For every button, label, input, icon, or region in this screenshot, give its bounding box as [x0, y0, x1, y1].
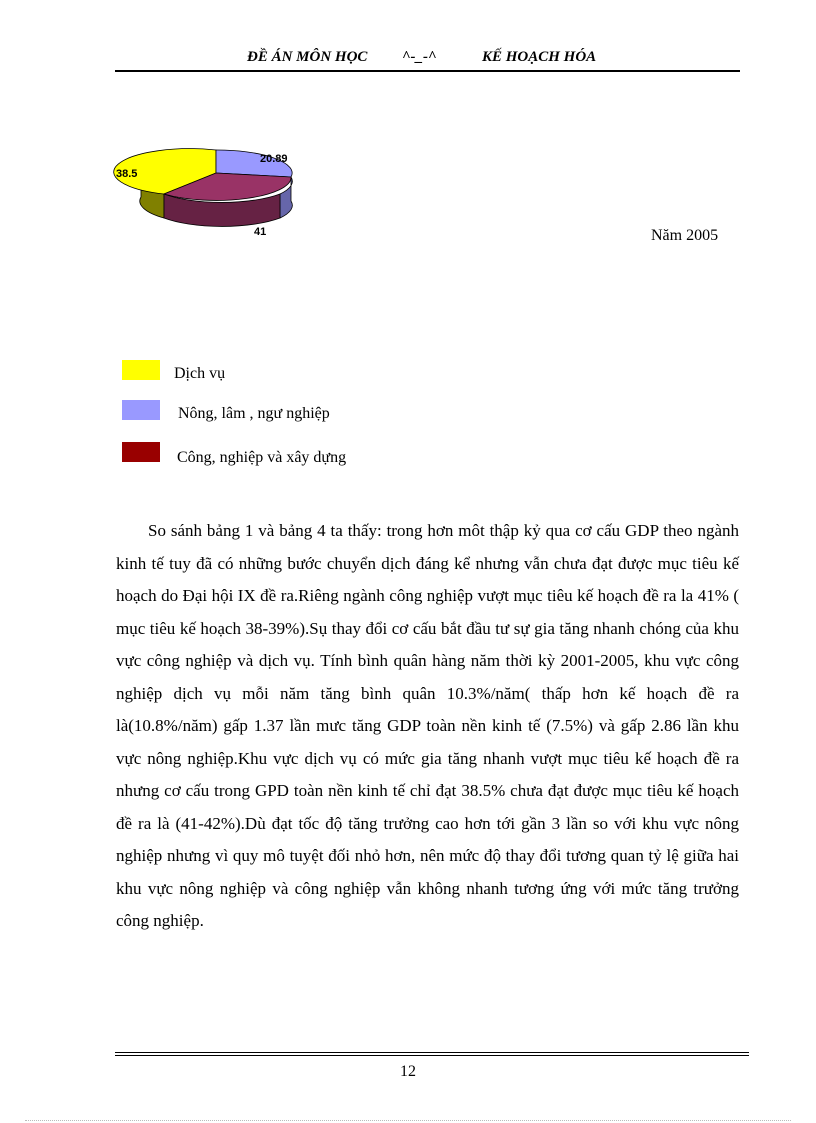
legend-label: Công, nghiệp và xây dựng — [177, 449, 347, 466]
page-header — [115, 46, 740, 72]
pie-data-label-dich-vu: 38.5 — [116, 168, 138, 180]
legend-swatch-darkred — [122, 442, 160, 462]
pie-chart — [108, 148, 308, 243]
legend-swatch-blue — [122, 400, 160, 420]
header-left-title: ĐỀ ÁN MÔN HỌC — [247, 49, 368, 65]
year-label: Năm 2005 — [651, 227, 719, 244]
legend-swatch-yellow — [122, 360, 160, 380]
page-bottom-border — [25, 1120, 791, 1121]
pie-data-label-cong-nghiep: 41 — [254, 226, 267, 238]
header-middle-symbol: ^-_-^ — [402, 49, 437, 65]
footer-rule-bottom — [115, 1055, 749, 1056]
legend-label: Dịch vụ — [174, 365, 226, 382]
header-right-title: KẾ HOẠCH HÓA — [482, 49, 597, 65]
body-paragraph: So sánh bảng 1 và bảng 4 ta thấy: trong hơn môt thập kỷ qua cơ cấu GDP theo ngành kinh tế tuy đã có những bước chuyển dịch đáng kể nhưng vẫn chưa đạt được mục tiêu kế hoạch do Đại hội IX đề ra.Riêng ngành công nghiệp vượt mục tiêu kế hoạch đề ra la 41% ( mục tiêu kế hoạch 38-39%).Sụ thay đổi cơ cấu bắt đầu tư sự gia tăng nhanh chóng của khu vực công nghiệp và dịch vụ. Tính bình quân hàng năm thời kỳ 2001-2005, khu vực công nghiệp dịch vụ mỗi năm tăng bình quân 10.3%/năm( thấp hơn kế hoạch đề ra là(10.8%/năm) gấp 1.37 lần mưc tăng GDP toàn nền kinh tế (7.5%) và gấp 2.86 lần khu vực nông nghiệp.Khu vực dịch vụ có mức gia tăng nhanh vượt mục tiêu kế hoạch đề ra nhưng cơ cấu trong GPD toàn nền kinh tế chỉ đạt 38.5% chưa đạt được mục tiêu kế hoạch đề ra là (41-42%).Dù đạt tốc độ tăng trưởng cao hơn tới gần 3 lần so với khu vực nông nghiệp nhưng vì quy mô tuyệt đối nhỏ hơn, nên mức độ thay đổi tương quan tỷ lệ giữa hai khu vực nông nghiệp và công nghiệp vẫn không nhanh tương ứng với mức tăng trưởng công nghiệp. — [116, 521, 739, 930]
footer-rule-top — [115, 1052, 749, 1053]
legend-label: Nông, lâm , ngư nghiệp — [178, 405, 330, 422]
body-paragraph-container — [116, 515, 739, 938]
page-number: 12 — [400, 1063, 416, 1080]
pie-data-label-nong-nghiep: 20.89 — [260, 153, 288, 165]
